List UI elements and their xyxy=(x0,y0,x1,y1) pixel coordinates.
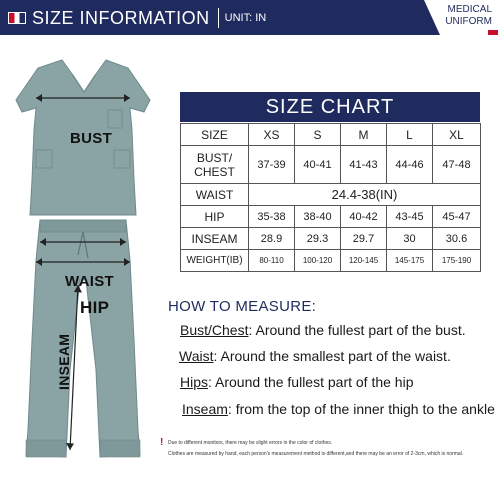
bust-s: 40-41 xyxy=(295,146,341,184)
bust-l: 44-46 xyxy=(387,146,433,184)
waist-label: WAIST xyxy=(65,273,114,290)
inseam-label: INSEAM xyxy=(56,333,72,390)
size-xs: XS xyxy=(249,124,295,146)
note-color: Due to different monitors, there may be slight errors in the color of clothes. xyxy=(168,440,333,446)
weight-xl: 175-190 xyxy=(433,250,481,272)
hip-xl: 45-47 xyxy=(433,206,481,228)
header-divider xyxy=(218,8,219,28)
inseam-xs: 28.9 xyxy=(249,228,295,250)
hip-header: HIP xyxy=(181,206,249,228)
size-header: SIZE xyxy=(181,124,249,146)
measure-item-inseam xyxy=(182,401,495,417)
table-row xyxy=(181,146,481,184)
bust-header xyxy=(181,146,249,184)
weight-xs: 80-110 xyxy=(249,250,295,272)
brand-line1: MEDICAL xyxy=(447,4,492,15)
measure-key: Bust/Chest xyxy=(180,322,249,338)
measure-text: : from the top of the inner thigh to the ankle xyxy=(227,401,495,417)
table-row xyxy=(181,124,481,146)
measure-key: Hips xyxy=(180,374,209,390)
size-xl: XL xyxy=(433,124,481,146)
warning-icon: ! xyxy=(160,437,164,448)
note-measurement: Clothes are measured by hand, each person's measurement method is different,and there may be an error of 2-3cm, which is normal. xyxy=(168,451,464,457)
size-s: S xyxy=(295,124,341,146)
bust-xl: 47-48 xyxy=(433,146,481,184)
measure-text: : Around the smallest part of the waist. xyxy=(213,348,451,364)
bust-m: 41-43 xyxy=(341,146,387,184)
how-to-measure-title: HOW TO MEASURE: xyxy=(168,298,317,315)
measure-item-hips xyxy=(180,374,413,390)
waist-header: WAIST xyxy=(181,184,249,206)
unit-label: UNIT: IN xyxy=(224,12,267,24)
flag-icon xyxy=(8,12,26,24)
size-chart-title: SIZE CHART xyxy=(180,92,480,122)
hip-l: 43-45 xyxy=(387,206,433,228)
banner-notch xyxy=(424,0,440,35)
measure-key: Waist xyxy=(179,348,214,364)
table-row xyxy=(181,206,481,228)
size-m: M xyxy=(341,124,387,146)
hip-m: 40-42 xyxy=(341,206,387,228)
bust-header-line1: BUST/ xyxy=(196,150,233,165)
hip-s: 38-40 xyxy=(295,206,341,228)
bust-header-line2: CHEST xyxy=(194,164,235,179)
measure-item-bust xyxy=(180,322,466,338)
measure-text: : Around the fullest part of the hip xyxy=(208,374,414,390)
table-row xyxy=(181,228,481,250)
brand-line2: UNIFORM xyxy=(445,16,492,27)
scrubs-icon xyxy=(0,40,170,470)
hip-xs: 35-38 xyxy=(249,206,295,228)
measure-text: : Around the fullest part of the bust. xyxy=(248,322,466,338)
waist-value: 24.4-38(IN) xyxy=(249,184,481,206)
page-title: SIZE INFORMATION xyxy=(32,7,210,28)
inseam-l: 30 xyxy=(387,228,433,250)
table-row xyxy=(181,184,481,206)
measure-key: Inseam xyxy=(182,401,228,417)
size-table xyxy=(180,123,481,272)
size-chart xyxy=(180,92,480,272)
garment-illustration xyxy=(0,40,170,470)
size-l: L xyxy=(387,124,433,146)
weight-m: 120-145 xyxy=(341,250,387,272)
inseam-header: INSEAM xyxy=(181,228,249,250)
hip-label: HIP xyxy=(80,298,110,317)
measure-item-waist xyxy=(179,348,451,364)
weight-header: WEIGHT(IB) xyxy=(181,250,249,272)
inseam-xl: 30.6 xyxy=(433,228,481,250)
table-row xyxy=(181,250,481,272)
brand-accent xyxy=(488,30,498,35)
inseam-s: 29.3 xyxy=(295,228,341,250)
bust-label: BUST xyxy=(70,130,113,147)
bust-xs: 37-39 xyxy=(249,146,295,184)
brand-logo xyxy=(445,4,492,28)
inseam-m: 29.7 xyxy=(341,228,387,250)
weight-s: 100-120 xyxy=(295,250,341,272)
weight-l: 145-175 xyxy=(387,250,433,272)
header-left xyxy=(8,7,266,29)
